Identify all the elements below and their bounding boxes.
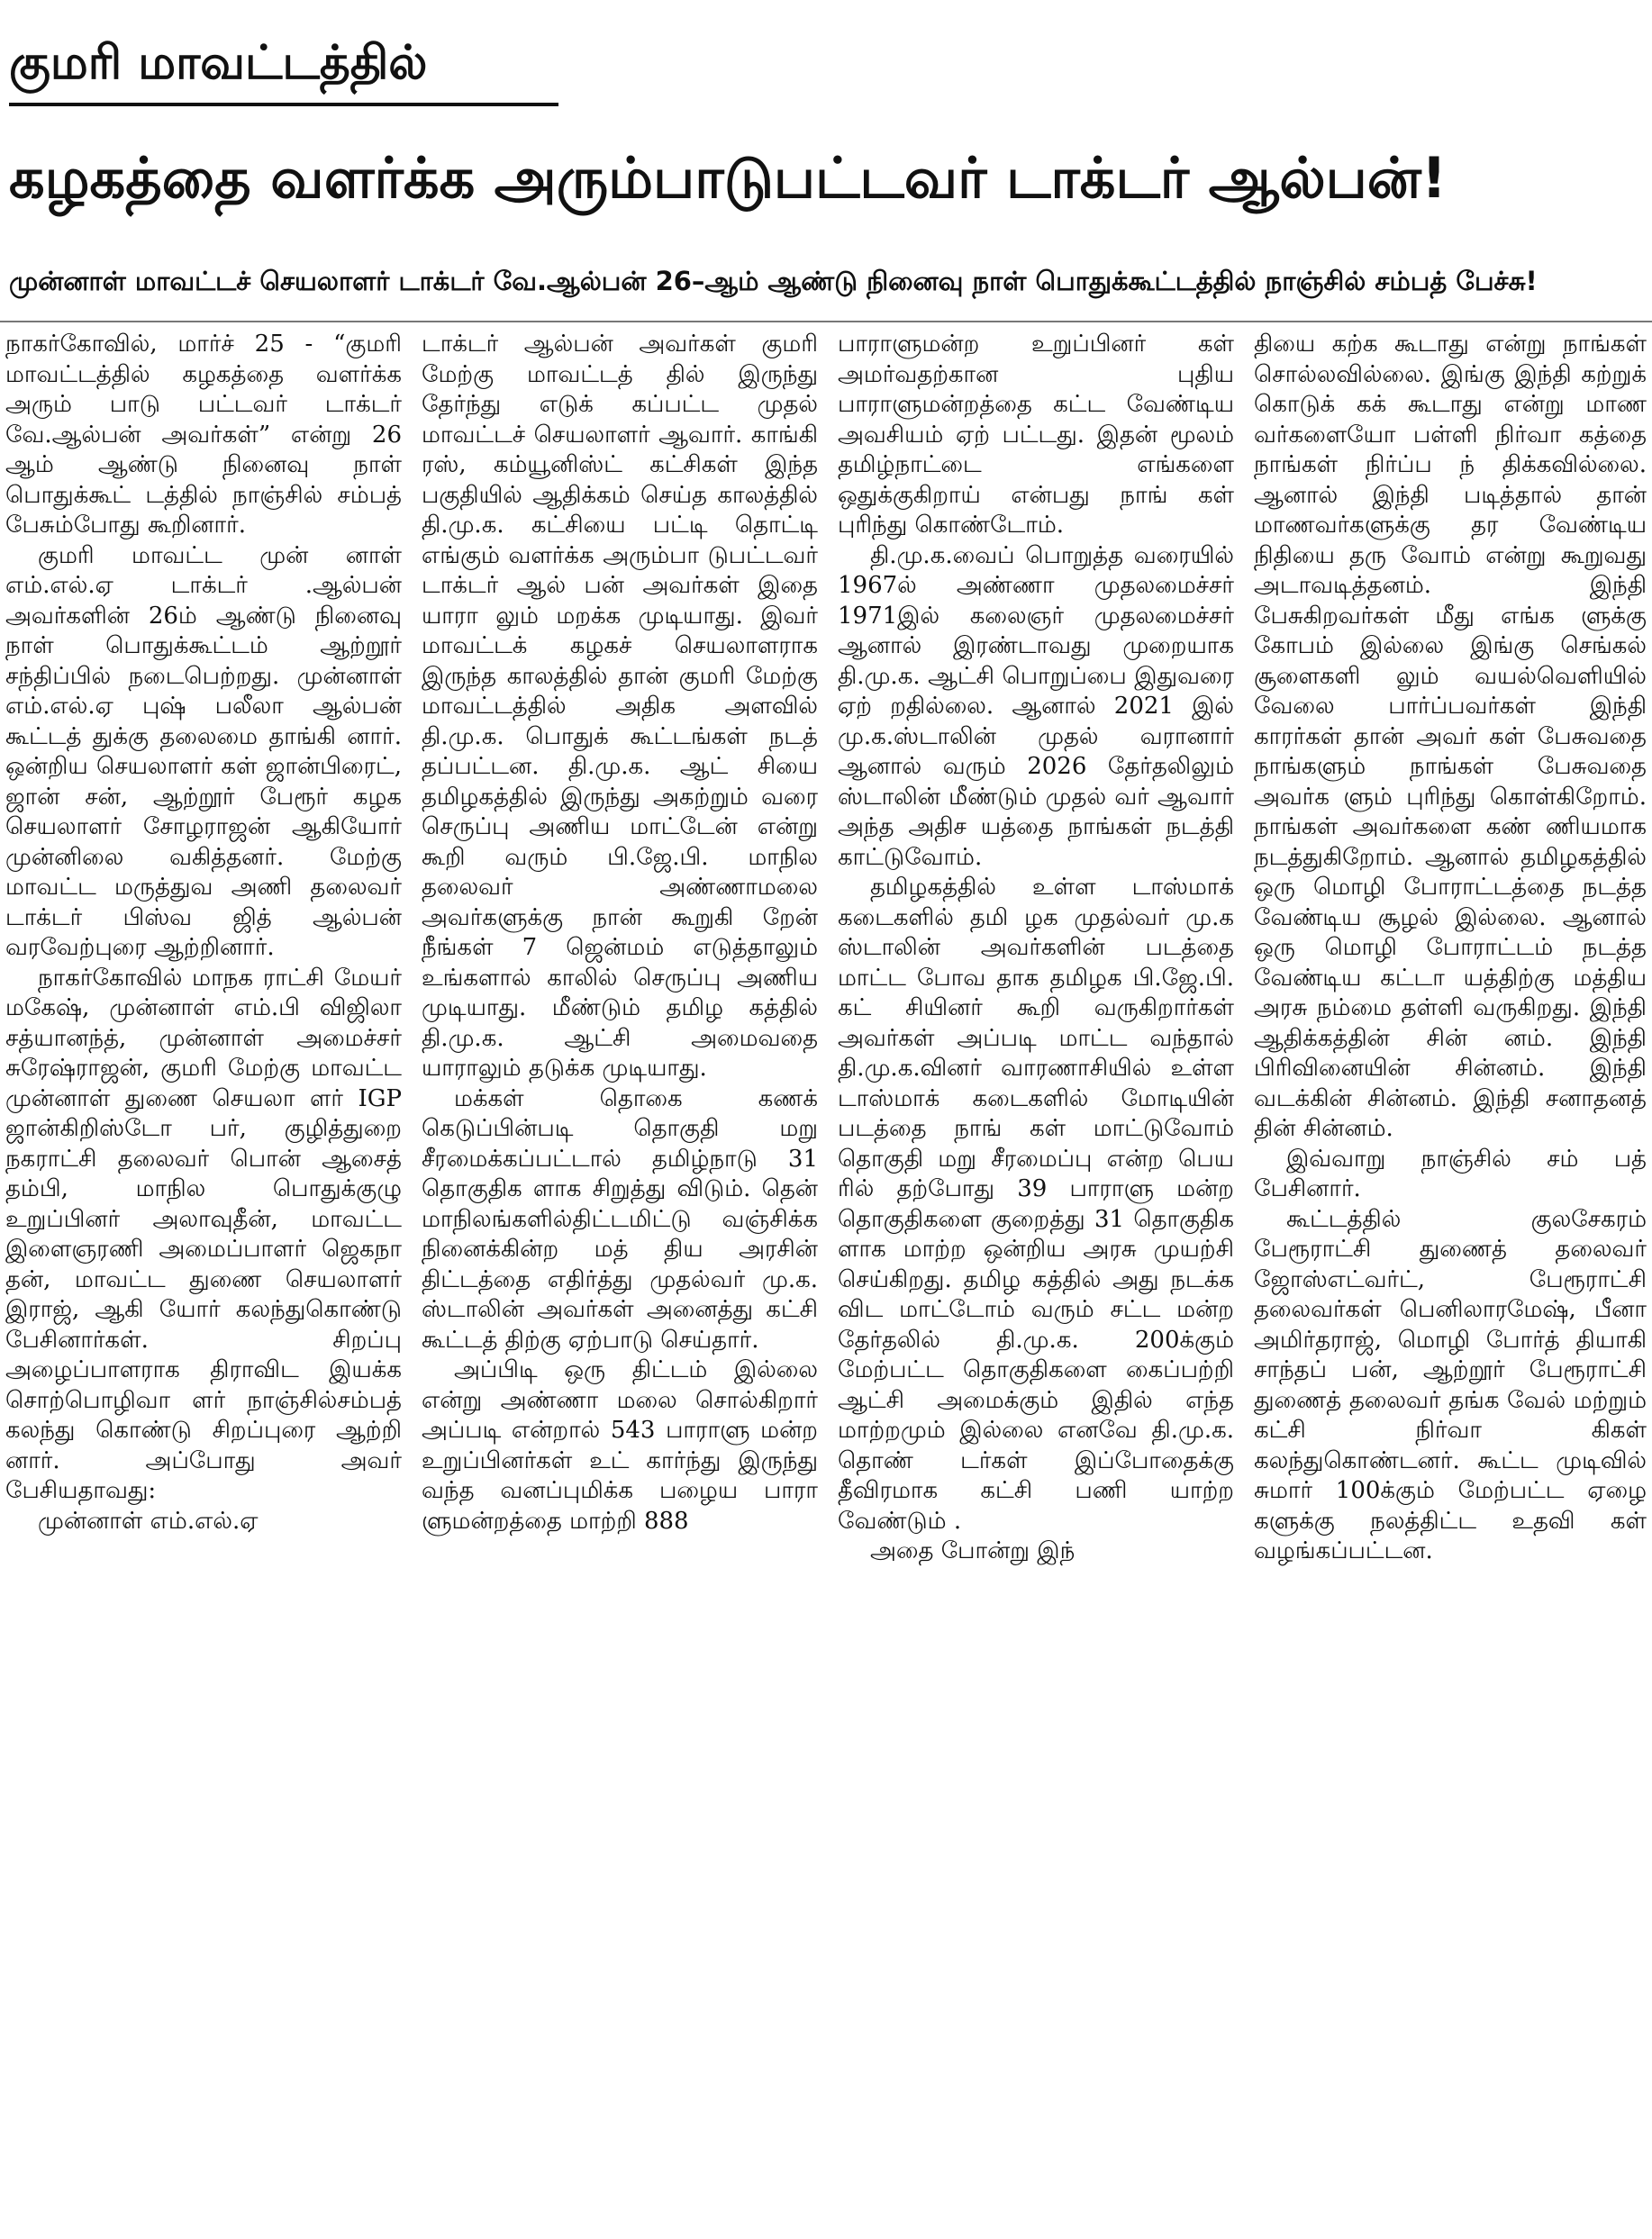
kicker: குமரி மாவட்டத்தில் xyxy=(9,36,428,90)
paragraph: அப்பிடி ஒரு திட்டம் இல்லை என்று அண்ணா மலை சொல்கிறார் அப்படி என்றால் 543 பாராளு மன்ற உறுப்பினர்கள் உட் கார்ந்து இருந்து வந்த வனப்புமிக்க பழைய பாரா ளுமன்றத்தை மாற்றி 888 xyxy=(422,1356,818,1535)
article-column-1 xyxy=(5,330,402,2232)
headline: கழகத்தை வளர்க்க அரும்பாடுபட்டவர் டாக்டர் ஆல்பன்! xyxy=(9,145,1448,211)
paragraph: குமரி மாவட்ட முன் னாள் எம்.எல்.ஏ டாக்டர் .ஆல்பன் அவர்களின் 26ம் ஆண்டு நினைவு நாள் பொதுக்கூட்டம் ஆற்றூர் சந்திப்பில் நடைபெற்றது. முன்னாள் எம்.எல்.ஏ புஷ் பலீலா ஆல்பன் கூட்டத் துக்கு தலைமை தாங்கி னார். ஒன்றிய செயலாளர் கள் ஜான்பிரைட், ஜான் சன், ஆற்றூர் பேரூர் கழக செயலாளர் சோழராஜன் ஆகியோர் முன்னிலை வகித்தனர். மேற்கு மாவட்ட மருத்துவ அணி தலைவர் டாக்டர் பிஸ்வ ஜித் ஆல்பன் வரவேற்புரை ஆற்றினார். xyxy=(5,541,402,961)
article-column-4 xyxy=(1254,330,1647,2232)
subheadline: முன்னாள் மாவட்டச் செயலாளர் டாக்டர் வே.ஆல்பன் 26–ஆம் ஆண்டு நினைவு நாள் பொதுக்கூட்டத்தில் நாஞ்சில் சம்பத் பேச்சு! xyxy=(9,266,1538,296)
paragraph: நாகர்கோவில் மாநக ராட்சி மேயர் மகேஷ், முன்னாள் எம்.பி விஜிலா சத்யானந்த், முன்னாள் அமைச்சர் சுரேஷ்ராஜன், குமரி மேற்கு மாவட்ட முன்னாள் துணை செயலா ளர் IGP ஜான்கிறிஸ்டோ பர், குழித்துறை நகராட்சி தலைவர் பொன் ஆசைத் தம்பி, மாநில பொதுக்குழு உறுப்பினர் அலாவுதீன், மாவட்ட இளைஞரணி அமைப்பாளர் ஜெகநா தன், மாவட்ட துணை செயலாளர் இராஜ், ஆகி யோர் கலந்துகொண்டு பேசினார்கள். சிறப்பு அழைப்பாளராக திராவிட இயக்க சொற்பொழிவா ளர் நாஞ்சில்சம்பத் கலந்து கொண்டு சிறப்புரை ஆற்றி னார். அப்போது அவர் பேசியதாவது: xyxy=(5,964,402,1504)
article-column-2 xyxy=(422,330,818,2232)
paragraph: முன்னாள் எம்.எல்.ஏ xyxy=(38,1507,259,1535)
article-column-3 xyxy=(838,330,1234,2232)
kicker-underline xyxy=(9,103,558,106)
paragraph: நாகர்கோவில், மார்ச் 25 - “குமரி மாவட்டத்தில் கழகத்தை வளர்க்க அரும் பாடு பட்டவர் டாக்டர் வே.ஆல்பன் அவர்கள்” என்று 26 ஆம் ஆண்டு நினைவு நாள் பொதுக்கூட் டத்தில் நாஞ்சில் சம்பத் பேசும்போது கூறினார். xyxy=(5,331,402,539)
paragraph: தி.மு.க.வைப் பொறுத்த வரையில் 1967ல் அண்ணா முதலமைச்சர் 1971இல் கலைஞர் முதலமைச்சர் ஆனால் இரண்டாவது முறையாக தி.மு.க. ஆட்சி பொறுப்பை இதுவரை ஏற் றதில்லை. ஆனால் 2021 இல் மு.க.ஸ்டாலின் முதல் வரானார் ஆனால் வரும் 2026 தேர்தலிலும் ஸ்டாலின் மீண்டும் முதல் வர் ஆவார் அந்த அதிச யத்தை நாங்கள் நடத்தி காட்டுவோம். xyxy=(838,541,1234,871)
paragraph: கூட்டத்தில் குலசேகரம் பேரூராட்சி துணைத் தலைவர் ஜோஸ்எட்வர்ட், பேரூராட்சி தலைவர்கள் பெனிலாரமேஷ், பீனா அமிர்தராஜ், மொழி போர்த் தியாகி சாந்தப் பன், ஆற்றூர் பேரூராட்சி துணைத் தலைவர் தங்க வேல் மற்றும் கட்சி நிர்வா கிகள் கலந்துகொண்டனர். கூட்ட முடிவில் சுமார் 100க்கும் மேற்பட்ட ஏழை களுக்கு நலத்திட்ட உதவி கள் வழங்கப்பட்டன. xyxy=(1254,1205,1647,1564)
paragraph: டாக்டர் ஆல்பன் அவர்கள் குமரி மேற்கு மாவட்டத் தில் இருந்து தேர்ந்து எடுக் கப்பட்ட முதல் மாவட்டச் செயலாளர் ஆவார். காங்கி ரஸ், கம்யூனிஸ்ட் கட்சிகள் இந்த பகுதியில் ஆதிக்கம் செய்த காலத்தில் தி.மு.க. கட்சியை பட்டி தொட்டி எங்கும் வளர்க்க அரும்பா டுபட்டவர் டாக்டர் ஆல் பன் அவர்கள் இதை யாரா லும் மறக்க முடியாது. இவர் மாவட்டக் கழகச் செயலாளராக இருந்த காலத்தில் தான் குமரி மேற்கு மாவட்டத்தில் அதிக அளவில் தி.மு.க. பொதுக் கூட்டங்கள் நடத் தப்பட்டன. தி.மு.க. ஆட் சியை தமிழகத்தில் இருந்து அகற்றும் வரை செருப்பு அணிய மாட்டேன் என்று கூறி வரும் பி.ஜே.பி. மாநில தலைவர் அண்ணாமலை அவர்களுக்கு நான் கூறுகி றேன் நீங்கள் 7 ஜென்மம் எடுத்தாலும் உங்களால் காலில் செருப்பு அணிய முடியாது. மீண்டும் தமிழ கத்தில் தி.மு.க. ஆட்சி அமைவதை யாராலும் தடுக்க முடியாது. xyxy=(422,331,818,1082)
paragraph: மக்கள் தொகை கணக் கெடுப்பின்படி தொகுதி மறு சீரமைக்கப்பட்டால் தமிழ்நாடு 31 தொகுதிக ளாக சிறுத்து விடும். தென் மாநிலங்களில்திட்டமிட்டு வஞ்சிக்க நினைக்கின்ற மத் திய அரசின் திட்டத்தை எதிர்த்து முதல்வர் மு.க. ஸ்டாலின் அவர்கள் அனைத்து கட்சி கூட்டத் திற்கு ஏற்பாடு செய்தார். xyxy=(422,1084,818,1354)
paragraph: இவ்வாறு நாஞ்சில் சம் பத் பேசினார். xyxy=(1254,1145,1647,1202)
paragraph: அதை போன்று இந் xyxy=(870,1537,1076,1564)
paragraph: பாராளுமன்ற உறுப்பினர் கள் அமர்வதற்கான புதிய பாராளுமன்றத்தை கட்ட வேண்டிய அவசியம் ஏற் பட்டது. இதன் மூலம் தமிழ்நாட்டை எங்களை ஒதுக்குகிறாய் என்பது நாங் கள் புரிந்து கொண்டோம். xyxy=(838,331,1234,539)
header-divider xyxy=(0,321,1652,322)
paragraph: தமிழகத்தில் உள்ள டாஸ்மாக் கடைகளில் தமி ழக முதல்வர் மு.க ஸ்டாலின் அவர்களின் படத்தை மாட்ட போவ தாக தமிழக பி.ஜே.பி. கட் சியினர் கூறி வருகிறார்கள் அவர்கள் அப்படி மாட்ட வந்தால் தி.மு.க.வினர் வாரணாசியில் உள்ள டாஸ்மாக் கடைகளில் மோடியின் படத்தை நாங் கள் மாட்டுவோம் தொகுதி மறு சீரமைப்பு என்ற பெய ரில் தற்போது 39 பாராளு மன்ற தொகுதிகளை குறைத்து 31 தொகுதிக ளாக மாற்ற ஒன்றிய அரசு முயற்சி செய்கிறது. தமிழ கத்தில் அது நடக்க விட மாட்டோம் வரும் சட்ட மன்ற தேர்தலில் தி.மு.க. 200க்கும் மேற்பட்ட தொகுதிகளை கைப்பற்றி ஆட்சி அமைக்கும் இதில் எந்த மாற்றமும் இல்லை எனவே தி.மு.க. தொண் டர்கள் இப்போதைக்கு தீவிரமாக கட்சி பணி யாற்ற வேண்டும் . xyxy=(838,874,1234,1535)
paragraph: தியை கற்க கூடாது என்று நாங்கள் சொல்லவில்லை. இங்கு இந்தி கற்றுக் கொடுக் கக் கூடாது என்று மாண வர்களையோ பள்ளி நிர்வா கத்தை நாங்கள் நிர்ப்ப ந் திக்கவில்லை. ஆனால் இந்தி படித்தால் தான் மாணவர்களுக்கு தர வேண்டிய நிதியை தரு வோம் என்று கூறுவது அடாவடித்தனம். இந்தி பேசுகிறவர்கள் மீது எங்க ளுக்கு கோபம் இல்லை இங்கு செங்கல் சூளைகளி லும் வயல்வெளியில் வேலை பார்ப்பவர்கள் இந்தி காரர்கள் தான் அவர் கள் பேசுவதை நாங்களும் நாங்கள் பேசுவதை அவர்க ளும் புரிந்து கொள்கிறோம். நாங்கள் அவர்களை கண் ணியமாக நடத்துகிறோம். ஆனால் தமிழகத்தில் ஒரு மொழி போராட்டத்தை நடத்த வேண்டிய சூழல் இல்லை. ஆனால் ஒரு மொழி போராட்டம் நடத்த வேண்டிய கட்டா யத்திற்கு மத்திய அரசு நம்மை தள்ளி வருகிறது. இந்தி ஆதிக்கத்தின் சின் னம். இந்தி பிரிவினையின் சின்னம். இந்தி வடக்கின் சின்னம். இந்தி சனாதனத் தின் சின்னம். xyxy=(1254,331,1647,1142)
